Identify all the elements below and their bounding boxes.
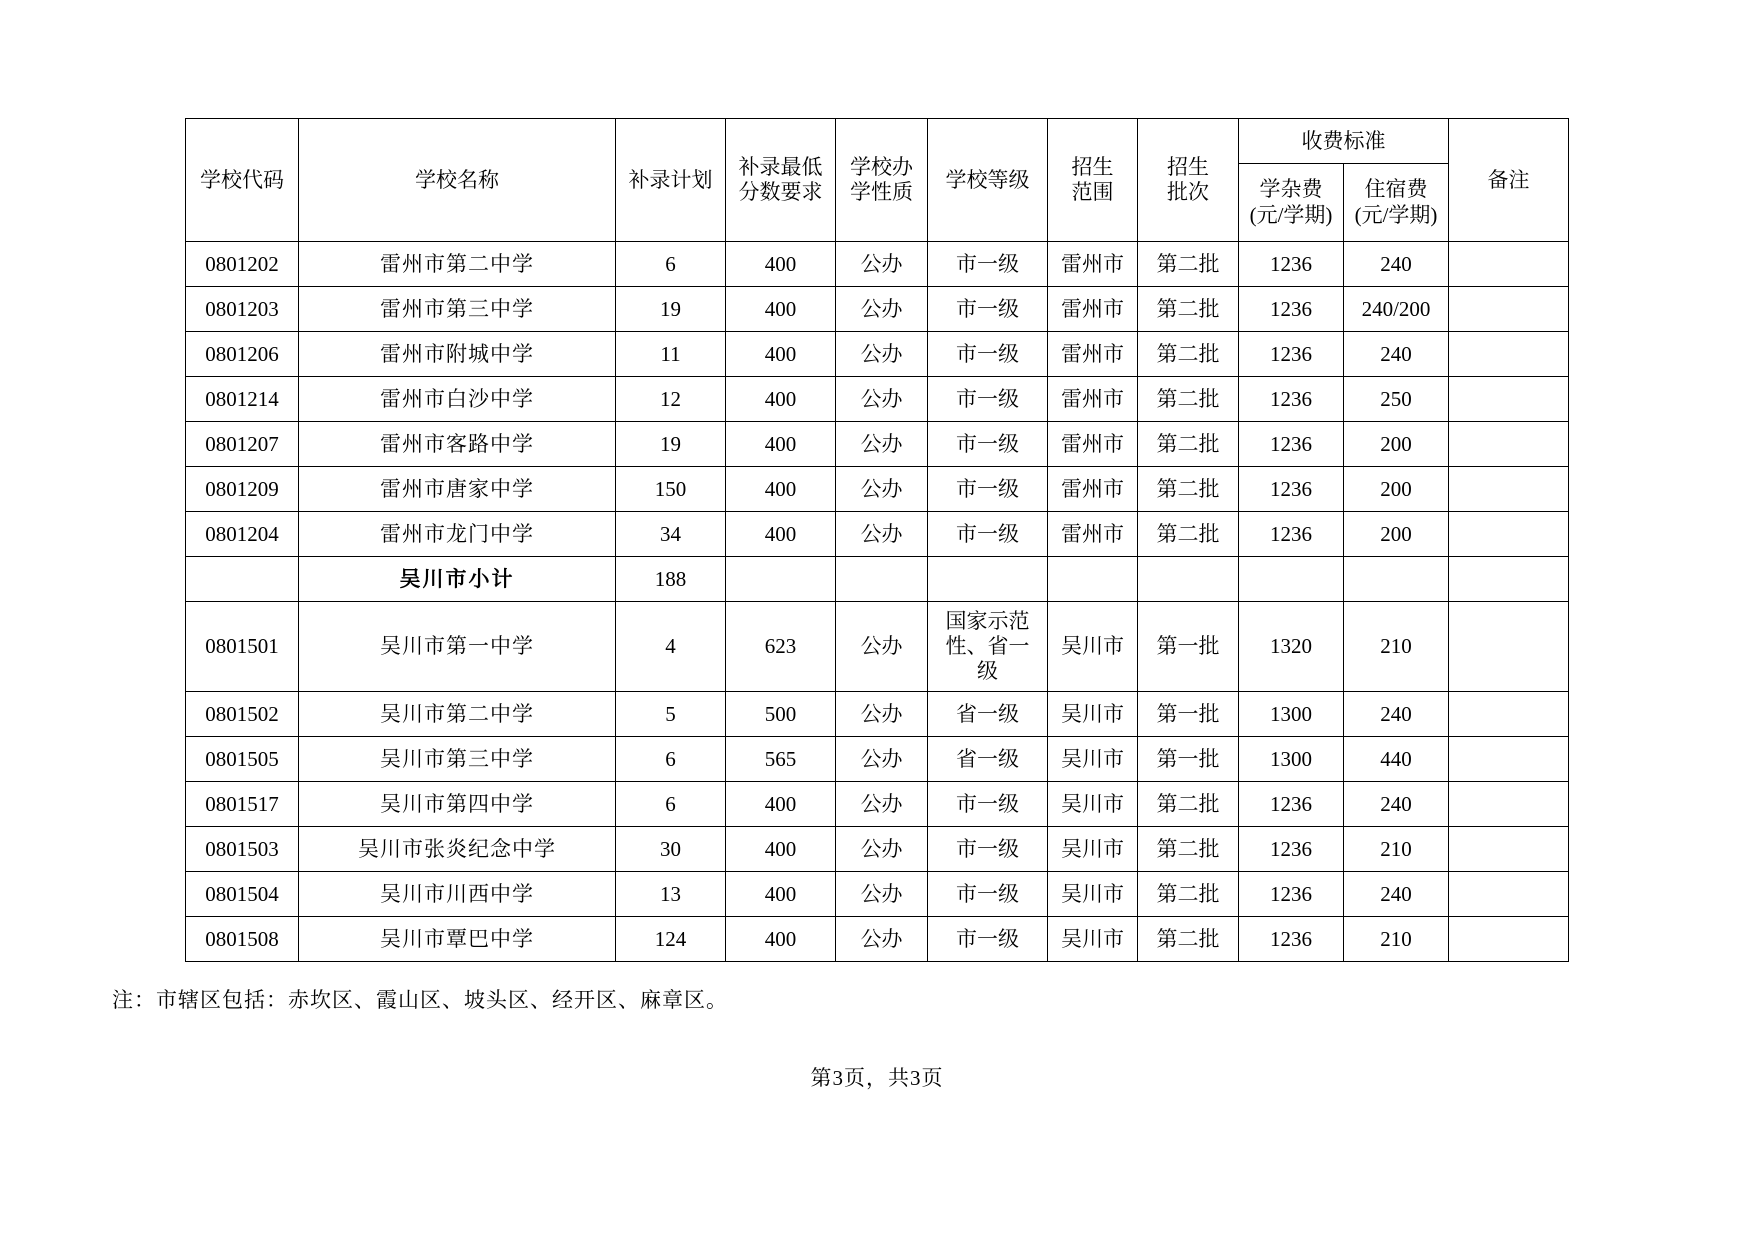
cell-school-code: 0801202 <box>186 242 299 287</box>
header-board <box>1344 164 1449 242</box>
header-score-line1: 补录最低 <box>738 154 823 179</box>
cell-grade: 市一级 <box>928 872 1048 917</box>
cell-range: 雷州市 <box>1048 242 1138 287</box>
table-row <box>186 737 1569 782</box>
cell-tuition: 1236 <box>1239 422 1344 467</box>
cell-school-name: 雷州市龙门中学 <box>299 512 616 557</box>
header-school-name: 学校名称 <box>299 119 616 242</box>
cell-score: 400 <box>726 827 836 872</box>
table-body <box>186 242 1569 962</box>
cell-range: 吴川市 <box>1048 737 1138 782</box>
cell-remark <box>1449 377 1569 422</box>
cell-remark <box>1449 782 1569 827</box>
cell-school-code: 0801501 <box>186 602 299 692</box>
header-range-line2: 范围 <box>1071 180 1114 204</box>
cell-school-code: 0801209 <box>186 467 299 512</box>
cell-board: 240 <box>1344 242 1449 287</box>
cell-school-code: 0801503 <box>186 827 299 872</box>
cell-range: 吴川市 <box>1048 692 1138 737</box>
cell-grade-line3: 级 <box>977 659 998 684</box>
cell-grade-line2: 性、省一 <box>945 633 1030 658</box>
cell-plan: 19 <box>616 422 726 467</box>
cell-school-name: 雷州市第二中学 <box>299 242 616 287</box>
cell-grade: 市一级 <box>928 782 1048 827</box>
cell-school-code: 0801204 <box>186 512 299 557</box>
cell-range: 雷州市 <box>1048 467 1138 512</box>
cell-remark <box>1449 467 1569 512</box>
cell-batch: 第二批 <box>1138 287 1239 332</box>
cell-school-name: 雷州市客路中学 <box>299 422 616 467</box>
cell-grade: 市一级 <box>928 287 1048 332</box>
cell-school-name: 吴川市第四中学 <box>299 782 616 827</box>
cell-subtotal-label: 吴川市小计 <box>299 557 616 602</box>
cell-plan: 12 <box>616 377 726 422</box>
cell-score: 400 <box>726 422 836 467</box>
cell-range: 吴川市 <box>1048 917 1138 962</box>
cell-plan: 6 <box>616 737 726 782</box>
cell-grade: 市一级 <box>928 377 1048 422</box>
cell-batch: 第二批 <box>1138 782 1239 827</box>
cell-plan: 6 <box>616 782 726 827</box>
cell-remark <box>1449 512 1569 557</box>
table-row <box>186 917 1569 962</box>
cell-school-code: 0801505 <box>186 737 299 782</box>
cell-board: 210 <box>1344 827 1449 872</box>
cell-remark <box>1449 242 1569 287</box>
cell-range <box>1048 557 1138 602</box>
cell-school-name: 吴川市张炎纪念中学 <box>299 827 616 872</box>
admission-table <box>185 118 1569 962</box>
cell-grade: 省一级 <box>928 692 1048 737</box>
cell-tuition: 1236 <box>1239 872 1344 917</box>
cell-score: 400 <box>726 467 836 512</box>
cell-remark <box>1449 827 1569 872</box>
cell-school-name: 雷州市第三中学 <box>299 287 616 332</box>
table-row-subtotal <box>186 557 1569 602</box>
cell-nature: 公办 <box>836 917 928 962</box>
cell-board: 240 <box>1344 782 1449 827</box>
cell-school-code: 0801504 <box>186 872 299 917</box>
cell-grade: 市一级 <box>928 332 1048 377</box>
cell-nature: 公办 <box>836 602 928 692</box>
cell-plan: 4 <box>616 602 726 692</box>
cell-school-name: 雷州市白沙中学 <box>299 377 616 422</box>
cell-batch: 第二批 <box>1138 242 1239 287</box>
cell-score: 400 <box>726 872 836 917</box>
header-remark: 备注 <box>1449 119 1569 242</box>
table-row <box>186 287 1569 332</box>
header-plan: 补录计划 <box>616 119 726 242</box>
table-row <box>186 782 1569 827</box>
cell-school-code: 0801203 <box>186 287 299 332</box>
cell-score: 623 <box>726 602 836 692</box>
cell-school-code: 0801206 <box>186 332 299 377</box>
cell-nature: 公办 <box>836 422 928 467</box>
cell-school-name: 雷州市附城中学 <box>299 332 616 377</box>
cell-plan: 13 <box>616 872 726 917</box>
cell-range: 吴川市 <box>1048 872 1138 917</box>
cell-score: 400 <box>726 377 836 422</box>
cell-remark <box>1449 557 1569 602</box>
header-board-line1: 住宿费 <box>1364 177 1428 202</box>
cell-plan: 124 <box>616 917 726 962</box>
cell-batch <box>1138 557 1239 602</box>
cell-batch: 第二批 <box>1138 422 1239 467</box>
cell-school-name: 吴川市第二中学 <box>299 692 616 737</box>
cell-batch: 第二批 <box>1138 872 1239 917</box>
cell-batch: 第二批 <box>1138 377 1239 422</box>
table-row <box>186 692 1569 737</box>
cell-board: 200 <box>1344 512 1449 557</box>
cell-school-code: 0801517 <box>186 782 299 827</box>
cell-board: 440 <box>1344 737 1449 782</box>
cell-plan: 150 <box>616 467 726 512</box>
cell-tuition: 1236 <box>1239 377 1344 422</box>
cell-score: 400 <box>726 287 836 332</box>
cell-board: 240 <box>1344 872 1449 917</box>
cell-batch: 第二批 <box>1138 827 1239 872</box>
cell-tuition: 1236 <box>1239 467 1344 512</box>
cell-school-code: 0801207 <box>186 422 299 467</box>
cell-school-name: 吴川市第一中学 <box>299 602 616 692</box>
cell-batch: 第二批 <box>1138 332 1239 377</box>
cell-tuition: 1320 <box>1239 602 1344 692</box>
cell-remark <box>1449 602 1569 692</box>
cell-tuition: 1300 <box>1239 737 1344 782</box>
cell-score: 400 <box>726 782 836 827</box>
table-row <box>186 512 1569 557</box>
cell-tuition: 1236 <box>1239 782 1344 827</box>
cell-grade: 市一级 <box>928 242 1048 287</box>
cell-nature: 公办 <box>836 332 928 377</box>
cell-batch: 第一批 <box>1138 737 1239 782</box>
cell-score: 400 <box>726 512 836 557</box>
cell-plan: 5 <box>616 692 726 737</box>
table-row <box>186 332 1569 377</box>
header-batch <box>1138 119 1239 242</box>
header-nature-line2: 学性质 <box>850 180 913 204</box>
cell-grade: 市一级 <box>928 917 1048 962</box>
cell-batch: 第二批 <box>1138 467 1239 512</box>
cell-remark <box>1449 287 1569 332</box>
cell-plan: 19 <box>616 287 726 332</box>
cell-remark <box>1449 917 1569 962</box>
header-range <box>1048 119 1138 242</box>
header-tuition-line2: (元/学期) <box>1249 202 1333 227</box>
cell-school-name: 雷州市唐家中学 <box>299 467 616 512</box>
cell-remark <box>1449 332 1569 377</box>
cell-batch: 第二批 <box>1138 917 1239 962</box>
cell-range: 雷州市 <box>1048 332 1138 377</box>
cell-nature: 公办 <box>836 872 928 917</box>
cell-grade: 市一级 <box>928 467 1048 512</box>
cell-board: 250 <box>1344 377 1449 422</box>
cell-batch: 第一批 <box>1138 692 1239 737</box>
cell-school-name: 吴川市川西中学 <box>299 872 616 917</box>
cell-tuition: 1236 <box>1239 242 1344 287</box>
cell-tuition: 1300 <box>1239 692 1344 737</box>
cell-school-code <box>186 557 299 602</box>
table-row <box>186 602 1569 692</box>
cell-plan: 188 <box>616 557 726 602</box>
table-row <box>186 422 1569 467</box>
header-score <box>726 119 836 242</box>
cell-school-code: 0801508 <box>186 917 299 962</box>
cell-score: 400 <box>726 917 836 962</box>
cell-nature: 公办 <box>836 692 928 737</box>
cell-nature: 公办 <box>836 242 928 287</box>
cell-school-name: 吴川市第三中学 <box>299 737 616 782</box>
header-score-line2: 分数要求 <box>738 180 823 204</box>
cell-plan: 11 <box>616 332 726 377</box>
cell-school-name: 吴川市覃巴中学 <box>299 917 616 962</box>
cell-nature: 公办 <box>836 467 928 512</box>
cell-board: 240 <box>1344 332 1449 377</box>
cell-score: 500 <box>726 692 836 737</box>
cell-tuition <box>1239 557 1344 602</box>
cell-score <box>726 557 836 602</box>
cell-nature: 公办 <box>836 737 928 782</box>
cell-grade: 市一级 <box>928 512 1048 557</box>
cell-board: 210 <box>1344 602 1449 692</box>
cell-plan: 30 <box>616 827 726 872</box>
cell-tuition: 1236 <box>1239 827 1344 872</box>
table-row <box>186 827 1569 872</box>
cell-nature: 公办 <box>836 782 928 827</box>
cell-score: 400 <box>726 242 836 287</box>
cell-grade: 市一级 <box>928 422 1048 467</box>
cell-score: 400 <box>726 332 836 377</box>
cell-board: 200 <box>1344 467 1449 512</box>
cell-range: 吴川市 <box>1048 782 1138 827</box>
cell-plan: 6 <box>616 242 726 287</box>
cell-grade <box>928 557 1048 602</box>
cell-tuition: 1236 <box>1239 332 1344 377</box>
header-school-code: 学校代码 <box>186 119 299 242</box>
cell-range: 雷州市 <box>1048 512 1138 557</box>
cell-range: 雷州市 <box>1048 287 1138 332</box>
table-row <box>186 242 1569 287</box>
cell-batch: 第一批 <box>1138 602 1239 692</box>
header-nature-line1: 学校办 <box>850 154 913 179</box>
header-range-line1: 招生 <box>1071 154 1114 179</box>
page-footer: 第3页，共3页 <box>810 1066 944 1090</box>
cell-grade: 省一级 <box>928 737 1048 782</box>
cell-tuition: 1236 <box>1239 287 1344 332</box>
header-nature <box>836 119 928 242</box>
cell-remark <box>1449 872 1569 917</box>
header-batch-line1: 招生 <box>1167 154 1209 179</box>
cell-board: 210 <box>1344 917 1449 962</box>
cell-remark <box>1449 737 1569 782</box>
cell-range: 吴川市 <box>1048 602 1138 692</box>
table-note: 注：市辖区包括：赤坎区、霞山区、坡头区、经开区、麻章区。 <box>112 988 728 1012</box>
cell-grade <box>928 602 1048 692</box>
table-row <box>186 377 1569 422</box>
cell-score: 565 <box>726 737 836 782</box>
cell-board: 240/200 <box>1344 287 1449 332</box>
table-header <box>186 119 1569 242</box>
cell-nature: 公办 <box>836 287 928 332</box>
table-row <box>186 467 1569 512</box>
cell-nature: 公办 <box>836 512 928 557</box>
cell-batch: 第二批 <box>1138 512 1239 557</box>
header-batch-line2: 批次 <box>1167 180 1209 204</box>
cell-board: 240 <box>1344 692 1449 737</box>
cell-tuition: 1236 <box>1239 512 1344 557</box>
cell-board <box>1344 557 1449 602</box>
header-tuition-line1: 学杂费 <box>1259 177 1323 202</box>
cell-range: 雷州市 <box>1048 377 1138 422</box>
cell-remark <box>1449 422 1569 467</box>
cell-range: 雷州市 <box>1048 422 1138 467</box>
header-grade: 学校等级 <box>928 119 1048 242</box>
cell-nature: 公办 <box>836 377 928 422</box>
cell-grade-line1: 国家示范 <box>945 608 1030 633</box>
cell-plan: 34 <box>616 512 726 557</box>
header-fee-group: 收费标准 <box>1239 119 1449 164</box>
header-tuition <box>1239 164 1344 242</box>
cell-nature: 公办 <box>836 827 928 872</box>
header-board-line2: (元/学期) <box>1354 202 1438 227</box>
header-row-1 <box>186 119 1569 164</box>
cell-tuition: 1236 <box>1239 917 1344 962</box>
cell-nature <box>836 557 928 602</box>
cell-school-code: 0801214 <box>186 377 299 422</box>
cell-remark <box>1449 692 1569 737</box>
cell-grade: 市一级 <box>928 827 1048 872</box>
cell-range: 吴川市 <box>1048 827 1138 872</box>
table-row <box>186 872 1569 917</box>
cell-school-code: 0801502 <box>186 692 299 737</box>
cell-board: 200 <box>1344 422 1449 467</box>
